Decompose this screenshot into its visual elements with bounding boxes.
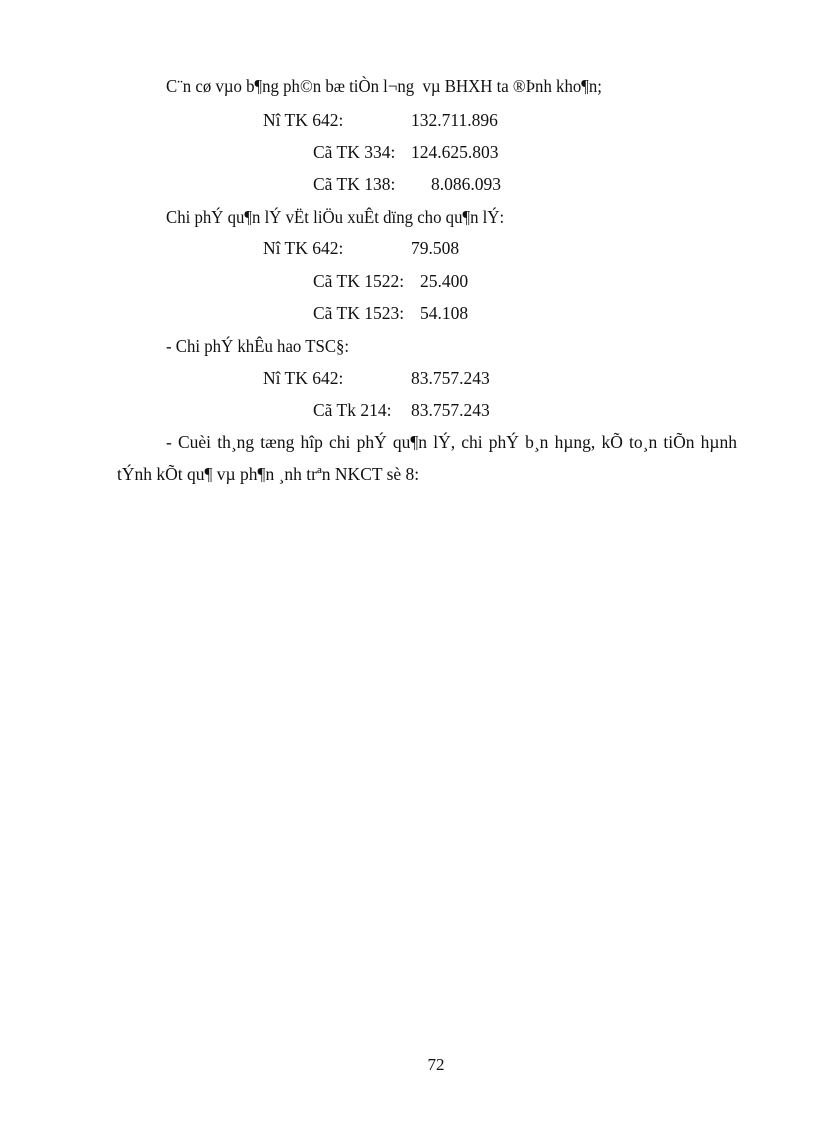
entry-amount: 124.625.803 bbox=[411, 142, 499, 162]
entry-amount: 25.400 bbox=[420, 271, 469, 291]
paragraph-material-cost: Chi phÝ qu¶n lÝ vËt liÖu xuÊt dïng cho qu¶n lÝ: bbox=[166, 207, 505, 227]
entry-account: Cã TK 1522: bbox=[313, 271, 405, 291]
entry-amount: 54.108 bbox=[420, 303, 469, 323]
paragraph-summary: - Cuèi th¸ng tæng hîp chi phÝ qu¶n lÝ, chi phÝ b¸n hµng, kÕ to¸n tiÕn hµnh tÝnh kÕt qu¶ vµ ph¶n ¸nh trªn NKCT sè 8: bbox=[117, 432, 737, 484]
entry-amount: 132.711.896 bbox=[411, 110, 498, 130]
entry-account: Cã TK 334: bbox=[313, 142, 396, 162]
entry-account: Cã TK 1523: bbox=[313, 303, 405, 323]
paragraph-allocation-intro: C¨n cø vµo b¶ng ph©n bæ tiÒn l¬ng vµ BHXH ta ®Þnh kho¶n; bbox=[166, 76, 602, 96]
paragraph-depreciation: - Chi phÝ khÊu hao TSC§: bbox=[166, 336, 350, 356]
entry-account: Nî TK 642: bbox=[263, 368, 344, 388]
page-number: 72 bbox=[427, 1055, 445, 1074]
entry-account: Cã TK 138: bbox=[313, 174, 396, 194]
entry-account: Nî TK 642: bbox=[263, 238, 344, 258]
entry-amount: 83.757.243 bbox=[411, 400, 490, 420]
entry-amount: 79.508 bbox=[411, 238, 460, 258]
entry-account: Nî TK 642: bbox=[263, 110, 344, 130]
entry-amount: 83.757.243 bbox=[411, 368, 490, 388]
entry-amount: 8.086.093 bbox=[431, 174, 501, 194]
entry-account: Cã Tk 214: bbox=[313, 400, 392, 420]
